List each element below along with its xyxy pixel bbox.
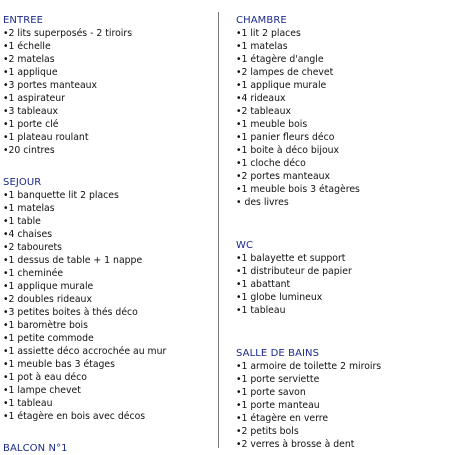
list-item: •1 cheminée bbox=[3, 268, 64, 279]
list-item: •1 lit 2 places bbox=[236, 28, 301, 39]
list-item: •3 tableaux bbox=[3, 106, 58, 117]
list-item: •1 abattant bbox=[236, 279, 291, 290]
list-item: •1 étagère en verre bbox=[236, 413, 329, 424]
list-item: •2 doubles rideaux bbox=[3, 294, 92, 305]
list-item: •2 petits bols bbox=[236, 426, 299, 437]
list-item: •4 rideaux bbox=[236, 93, 286, 104]
list-item: •1 échelle bbox=[3, 41, 51, 52]
section-sejour bbox=[3, 176, 208, 423]
list-item: •1 étagère en bois avec décos bbox=[3, 411, 146, 422]
list-item: •2 lits superposés - 2 tiroirs bbox=[3, 28, 133, 39]
section-title-salle-de-bains: SALLE DE BAINS bbox=[236, 348, 320, 359]
list-item: •1 petite commode bbox=[3, 333, 94, 344]
list-item: •1 étagère d'angle bbox=[236, 54, 324, 65]
list-item: •1 plateau roulant bbox=[3, 132, 89, 143]
column-divider bbox=[218, 12, 219, 448]
list-item: •1 applique murale bbox=[3, 281, 94, 292]
item-list-chambre bbox=[236, 27, 446, 209]
section-gap bbox=[3, 157, 208, 176]
section-gap bbox=[3, 423, 208, 442]
list-item: •1 armoire de toilette 2 miroirs bbox=[236, 361, 382, 372]
list-item: •1 porte serviette bbox=[236, 374, 320, 385]
list-item: •1 pot à eau déco bbox=[3, 372, 87, 383]
item-list-salle-de-bains bbox=[236, 360, 446, 451]
list-item: •2 verres à brosse à dent bbox=[236, 439, 355, 450]
section-title-wc: WC bbox=[236, 240, 254, 251]
item-list-sejour bbox=[3, 189, 208, 423]
list-item: •2 portes manteaux bbox=[236, 171, 331, 182]
list-item: •2 matelas bbox=[3, 54, 55, 65]
list-item: •1 cloche déco bbox=[236, 158, 306, 169]
list-item: •1 porte savon bbox=[236, 387, 306, 398]
list-item: •1 banquette lit 2 places bbox=[3, 190, 119, 201]
list-item: •1 globe lumineux bbox=[236, 292, 323, 303]
section-chambre bbox=[236, 14, 446, 209]
list-item: •1 dessus de table + 1 nappe bbox=[3, 255, 143, 266]
left-column bbox=[3, 14, 208, 455]
list-item: •1 boite à déco bijoux bbox=[236, 145, 340, 156]
list-item: •1 meuble bois 3 étagères bbox=[236, 184, 360, 195]
list-item: • des livres bbox=[236, 197, 289, 208]
right-column bbox=[236, 14, 446, 451]
list-item: •20 cintres bbox=[3, 145, 55, 156]
section-wc bbox=[236, 239, 446, 317]
section-title-sejour: SEJOUR bbox=[3, 177, 42, 188]
list-item: •3 petites boites à thés déco bbox=[3, 307, 138, 318]
list-item: •1 applique murale bbox=[236, 80, 327, 91]
list-item: •1 porte manteau bbox=[236, 400, 320, 411]
section-title-entree: ENTREE bbox=[3, 15, 44, 26]
section-entree bbox=[3, 14, 208, 157]
list-item: •1 distributeur de papier bbox=[236, 266, 352, 277]
list-item: •1 lampe chevet bbox=[3, 385, 81, 396]
item-list-wc bbox=[236, 252, 446, 317]
list-item: •1 applique bbox=[3, 67, 58, 78]
list-item: •2 tableaux bbox=[236, 106, 291, 117]
section-gap bbox=[236, 317, 446, 347]
list-item: •1 table bbox=[3, 216, 41, 227]
section-title-chambre: CHAMBRE bbox=[236, 15, 287, 26]
list-item: •2 tabourets bbox=[3, 242, 63, 253]
list-item: •1 panier fleurs déco bbox=[236, 132, 335, 143]
list-item: •1 matelas bbox=[3, 203, 55, 214]
section-salle-de-bains bbox=[236, 347, 446, 451]
list-item: •1 aspirateur bbox=[3, 93, 65, 104]
list-item: •1 balayette et support bbox=[236, 253, 346, 264]
list-item: •1 porte clé bbox=[3, 119, 59, 130]
list-item: •1 baromètre bois bbox=[3, 320, 88, 331]
item-list-entree bbox=[3, 27, 208, 157]
list-item: •1 meuble bois bbox=[236, 119, 308, 130]
list-item: •1 tableau bbox=[236, 305, 286, 316]
list-item: •1 matelas bbox=[236, 41, 288, 52]
section-balcon bbox=[3, 442, 208, 455]
section-gap bbox=[236, 209, 446, 239]
list-item: •2 lampes de chevet bbox=[236, 67, 334, 78]
list-item: •4 chaises bbox=[3, 229, 53, 240]
list-item: •1 assiette déco accrochée au mur bbox=[3, 346, 167, 357]
list-item: •1 tableau bbox=[3, 398, 53, 409]
list-item: •3 portes manteaux bbox=[3, 80, 98, 91]
section-title-balcon: BALCON N°1 bbox=[3, 443, 68, 454]
list-item: •1 meuble bas 3 étages bbox=[3, 359, 115, 370]
